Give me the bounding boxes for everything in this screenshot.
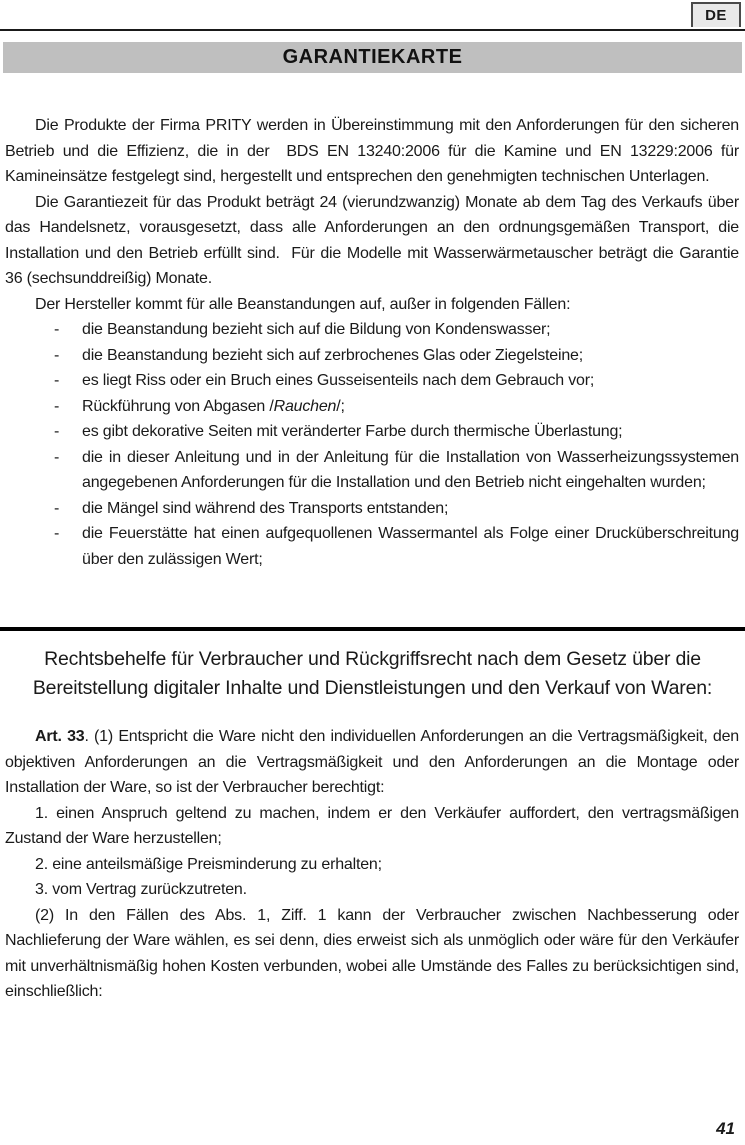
dash-marker: - bbox=[54, 372, 60, 389]
legal-section bbox=[5, 724, 739, 1005]
list-item-text: es gibt dekorative Seiten mit veränderter Farbe durch thermische Überlastung; bbox=[82, 423, 623, 440]
paragraph-art33 bbox=[5, 724, 739, 801]
art33-text: . (1) Entspricht die Ware nicht den individuellen Anforderungen an die Vertragsmäßigkeit, den objektiven Anforderungen an die Vertragsmäßigkeit und den Anforderungen an die Montage oder Installation der Ware, so ist der Verbraucher berechtigt: bbox=[5, 728, 739, 796]
numbered-item-2: 2. eine anteilsmäßige Preisminderung zu erhalten; bbox=[35, 855, 382, 873]
dash-marker: - bbox=[54, 448, 60, 466]
page-number: 41 bbox=[716, 1119, 735, 1138]
list-item-text: die Beanstandung bezieht sich auf die Bildung von Kondenswasser; bbox=[82, 321, 551, 338]
list-item bbox=[5, 317, 739, 343]
dash-marker: - bbox=[54, 346, 60, 364]
list-item-text: es liegt Riss oder ein Bruch eines Gusseisenteils nach dem Gebrauch vor; bbox=[82, 372, 595, 389]
list-item bbox=[5, 343, 739, 369]
list-item-text: die Beanstandung bezieht sich auf zerbrochenes Glas oder Ziegelsteine; bbox=[82, 346, 583, 364]
list-item-text-italic: Rauchen bbox=[273, 397, 337, 415]
paragraph-products: Die Produkte der Firma PRITY werden in Übereinstimmung mit den Anforderungen für den sicheren Betrieb und die Effizienz, die in der BDS EN 13240:2006 für die Kamine und EN 13229:2006 für Kamineinsätze festgelegt sind, hergestellt und entsprechen den genehmigten technischen Unterlagen. bbox=[5, 117, 739, 185]
warranty-section bbox=[5, 113, 739, 572]
list-item bbox=[5, 496, 739, 522]
section-divider bbox=[0, 627, 745, 631]
exclusion-list bbox=[5, 317, 739, 572]
header-rule bbox=[0, 0, 745, 31]
language-badge: DE bbox=[691, 2, 741, 27]
list-item bbox=[5, 419, 739, 445]
list-item-text: die Mängel sind während des Transports entstanden; bbox=[82, 499, 449, 517]
list-item bbox=[5, 394, 739, 420]
dash-marker: - bbox=[54, 321, 60, 338]
paragraph-abs2: (2) In den Fällen des Abs. 1, Ziff. 1 kann der Verbraucher zwischen Nachbesserung oder Nachlieferung der Ware wählen, es sei denn, dies erweist sich als unmöglich oder wäre für den Verkäufer mit unverhältnismäßig hohen Kosten verbunden, wobei alle Umstände des Falles zu berücksichtigen sind, einschließlich: bbox=[5, 906, 739, 1000]
dash-marker: - bbox=[54, 397, 60, 415]
numbered-item-3: 3. vom Vertrag zurückzutreten. bbox=[35, 881, 247, 898]
list-item-text: /; bbox=[336, 397, 345, 415]
art33-label: Art. 33 bbox=[35, 728, 85, 745]
page-title: GARANTIEKARTE bbox=[3, 42, 742, 73]
dash-marker: - bbox=[54, 423, 60, 440]
paragraph-exclusions-intro: Der Hersteller kommt für alle Beanstandungen auf, außer in folgenden Fällen: bbox=[35, 295, 571, 313]
numbered-item-1: 1. einen Anspruch geltend zu machen, indem er den Verkäufer auffordert, den vertragsmäßigen Zustand der Ware herzustellen; bbox=[5, 804, 739, 847]
list-item bbox=[5, 368, 739, 394]
list-item bbox=[5, 521, 739, 572]
paragraph-warranty-period: Die Garantiezeit für das Produkt beträgt 24 (vierundzwanzig) Monate ab dem Tag des Verkaufs über das Handelsnetz, vorausgesetzt, dass alle Anforderungen an den ordnungsgemäßen Transport, die Installation und den Betrieb erfüllt sind. Für die Modelle mit Wasserwärmetauscher beträgt die Garantie 36 (sechsunddreißig) Monate. bbox=[5, 193, 739, 287]
legal-section-heading: Rechtsbehelfe für Verbraucher und Rückgriffsrecht nach dem Gesetz über die Bereitstellung digitaler Inhalte und Dienstleistungen und den Verkauf von Waren: bbox=[32, 648, 713, 699]
dash-marker: - bbox=[54, 499, 60, 517]
dash-marker: - bbox=[54, 525, 60, 542]
list-item-text: die Feuerstätte hat einen aufgequollenen Wassermantel als Folge einer Drucküberschreitung über den zulässigen Wert; bbox=[82, 525, 739, 568]
list-item bbox=[5, 445, 739, 496]
list-item-text: Rückführung von Abgasen / bbox=[82, 397, 274, 415]
list-item-text: die in dieser Anleitung und in der Anleitung für die Installation von Wasserheizungssystemen angegebenen Anforderungen für die Installation und den Betrieb nicht eingehalten wurden; bbox=[82, 448, 739, 491]
